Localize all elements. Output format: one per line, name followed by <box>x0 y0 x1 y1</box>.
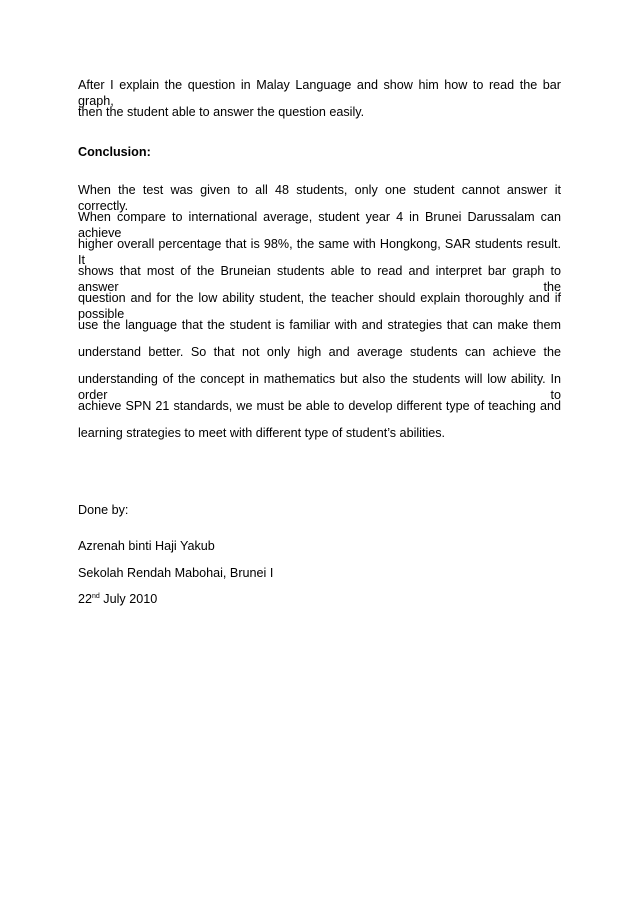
done-by-label: Done by: <box>78 503 129 517</box>
date-day: 22 <box>78 592 93 606</box>
date-suffix: nd <box>92 592 100 600</box>
conclusion-line-10: learning strategies to meet with different type of student’s abilities. <box>78 426 446 440</box>
conclusion-line-7: understand better. So that not only high and average students can achieve the <box>78 345 561 359</box>
author-name: Azrenah binti Haji Yakub <box>78 539 215 553</box>
conclusion-line-1: When the test was given to all 48 students, only one student cannot answer it correctly. <box>78 183 561 213</box>
intro-line-2: then the student able to answer the question easily. <box>78 105 365 119</box>
conclusion-line-3: higher overall percentage that is 98%, the same with Hongkong, SAR students result. It <box>78 237 561 267</box>
conclusion-heading: Conclusion: <box>78 145 151 159</box>
conclusion-line-2: When compare to international average, student year 4 in Brunei Darussalam can achieve <box>78 210 561 240</box>
date-month-year: July 2010 <box>99 592 158 606</box>
conclusion-line-9: achieve SPN 21 standards, we must be able to develop different type of teaching and <box>78 399 561 413</box>
conclusion-line-8: understanding of the concept in mathematics but also the students will low ability. In order to <box>78 372 561 402</box>
school-name: Sekolah Rendah Mabohai, Brunei I <box>78 566 274 580</box>
intro-line-1: After I explain the question in Malay Language and show him how to read the bar graph, <box>78 78 561 108</box>
conclusion-line-6: use the language that the student is familiar with and strategies that can make them <box>78 318 561 332</box>
conclusion-line-4: shows that most of the Bruneian students able to read and interpret bar graph to answer the <box>78 264 561 294</box>
conclusion-line-5: question and for the low ability student, the teacher should explain thoroughly and if possible <box>78 291 561 321</box>
document-date <box>78 591 561 607</box>
